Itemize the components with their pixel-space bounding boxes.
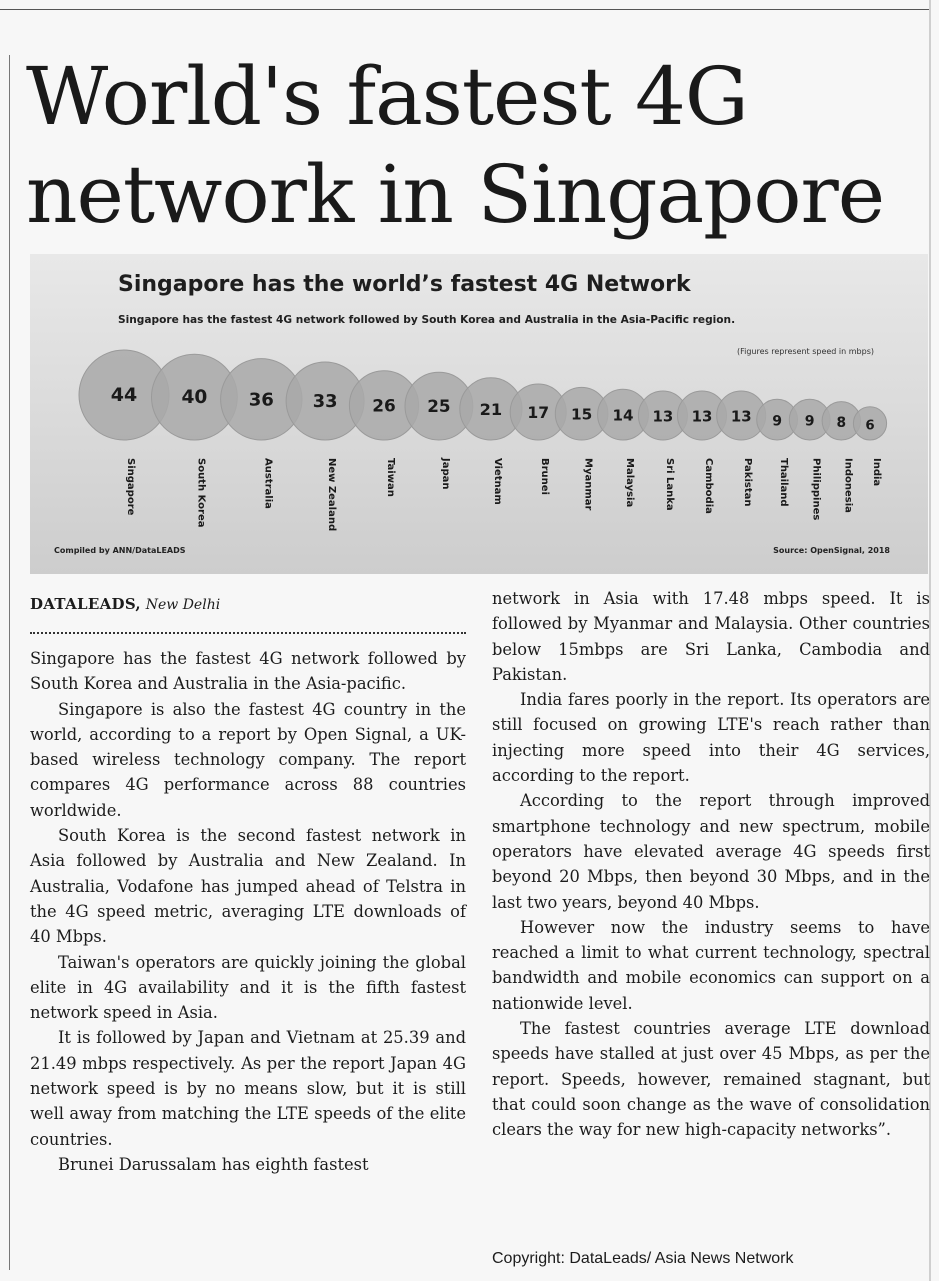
category-label: Myanmar	[582, 458, 594, 511]
paragraph: The fastest countries average LTE download speeds have stalled at just over 45 Mbps, as per the report. Speeds, however, remained stagnant, but that could soon change as the wave of consolidation clears the way for new high-capacity networks”.	[492, 1019, 930, 1140]
left-column-rule	[9, 55, 10, 1270]
value-label: 15	[570, 405, 593, 424]
paragraph: According to the report through improved smartphone technology and new spectrum, mobile operators have elevated average 4G speeds first beyond 20 Mbps, then beyond 30 Mbps, and in the last two years, beyond 40 Mbps.	[492, 791, 930, 912]
paragraph: Singapore has the fastest 4G network followed by South Korea and Australia in the Asia-pacific.	[30, 649, 466, 694]
dateline-place: New Delhi	[145, 597, 221, 613]
category-label: Taiwan	[385, 458, 396, 497]
value-label: 14	[612, 406, 634, 425]
value-label: 17	[527, 404, 550, 422]
value-label: 13	[730, 407, 752, 426]
compiled-by-credit: Compiled by ANN/DataLEADS	[54, 546, 186, 555]
category-label: Cambodia	[703, 458, 714, 514]
category-label: Singapore	[125, 458, 136, 516]
category-label: Indonesia	[842, 458, 854, 513]
value-label: 33	[312, 391, 338, 412]
value-label: 44	[110, 384, 138, 406]
value-label: 9	[772, 413, 783, 430]
category-label: Sri Lanka	[663, 458, 675, 511]
value-label: 13	[691, 407, 713, 426]
infographic	[30, 254, 928, 574]
value-label: 9	[804, 413, 815, 430]
value-label: 40	[181, 387, 208, 409]
value-label: 26	[372, 395, 396, 416]
value-label: 6	[865, 418, 875, 434]
paragraph: Singapore is also the fastest 4G country in the world, according to a report by Open Signal, a UK-based wireless technology company. The report compares 4G performance across 88 countries worldwide.	[30, 699, 466, 820]
category-label: India	[871, 458, 882, 487]
chart-title: Singapore has the world’s fastest 4G Network	[118, 272, 691, 297]
category-label: Thailand	[778, 458, 790, 507]
dotted-rule	[30, 632, 466, 634]
dateline-org: DATALEADS,	[30, 595, 141, 613]
chart-subtitle: Singapore has the fastest 4G network followed by South Korea and Australia in the Asia-Pacific region.	[118, 314, 736, 326]
category-label: South Korea	[195, 458, 207, 528]
headline: World's fastest 4G network in Singapore	[26, 50, 885, 241]
paragraph: However now the industry seems to have reached a limit to what current technology, spectral bandwidth and mobile economics can support on a nationwide level.	[492, 917, 930, 1013]
source-credit: Source: OpenSignal, 2018	[773, 546, 890, 555]
category-label: Vietnam	[491, 458, 503, 505]
category-label: Philippines	[810, 458, 822, 521]
paragraph: India fares poorly in the report. Its operators are still focused on growing LTE's reach rather than injecting more speed into their 4G services, according to the report.	[492, 690, 930, 786]
paragraph: Brunei Darussalam has eighth fastest	[58, 1154, 369, 1174]
paragraph: network in Asia with 17.48 mbps speed. It is followed by Myanmar and Malaysia. Other countries below 15mbps are Sri Lanka, Cambodia and Pakistan.	[492, 589, 930, 684]
category-label: Brunei	[539, 458, 551, 496]
value-label: 21	[479, 399, 503, 419]
chart-unit-note: (Figures represent speed in mbps)	[736, 347, 874, 356]
category-label: Malaysia	[624, 458, 635, 508]
paragraph: South Korea is the second fastest network in Asia followed by Australia and New Zealand. In Australia, Vodafone has jumped ahead of Telstra in the 4G speed metric, averaging LTE downloads of 40 Mbps.	[30, 826, 466, 947]
category-label: New Zealand	[326, 458, 338, 532]
category-label: Australia	[262, 458, 274, 509]
article-column-left	[30, 586, 466, 1177]
category-label: Japan	[439, 458, 451, 490]
value-label: 13	[652, 407, 674, 426]
paragraph: Taiwan's operators are quickly joining the global elite in 4G availability and it is the fifth fastest network speed in Asia.	[30, 952, 466, 1023]
article-column-right	[492, 586, 930, 1143]
category-label: Pakistan	[742, 458, 754, 507]
copyright-line: Copyright: DataLeads/ Asia News Network	[492, 1250, 794, 1267]
top-rule	[0, 9, 929, 10]
paragraph: It is followed by Japan and Vietnam at 25.39 and 21.49 mbps respectively. As per the report Japan 4G network speed is by no means slow, but it is still well away from matching the LTE speeds of the elite countries.	[30, 1028, 466, 1149]
value-label: 36	[248, 389, 274, 411]
dateline	[30, 586, 466, 622]
bubble-chart	[30, 254, 928, 574]
value-label: 25	[427, 396, 451, 417]
value-label: 8	[836, 414, 847, 431]
